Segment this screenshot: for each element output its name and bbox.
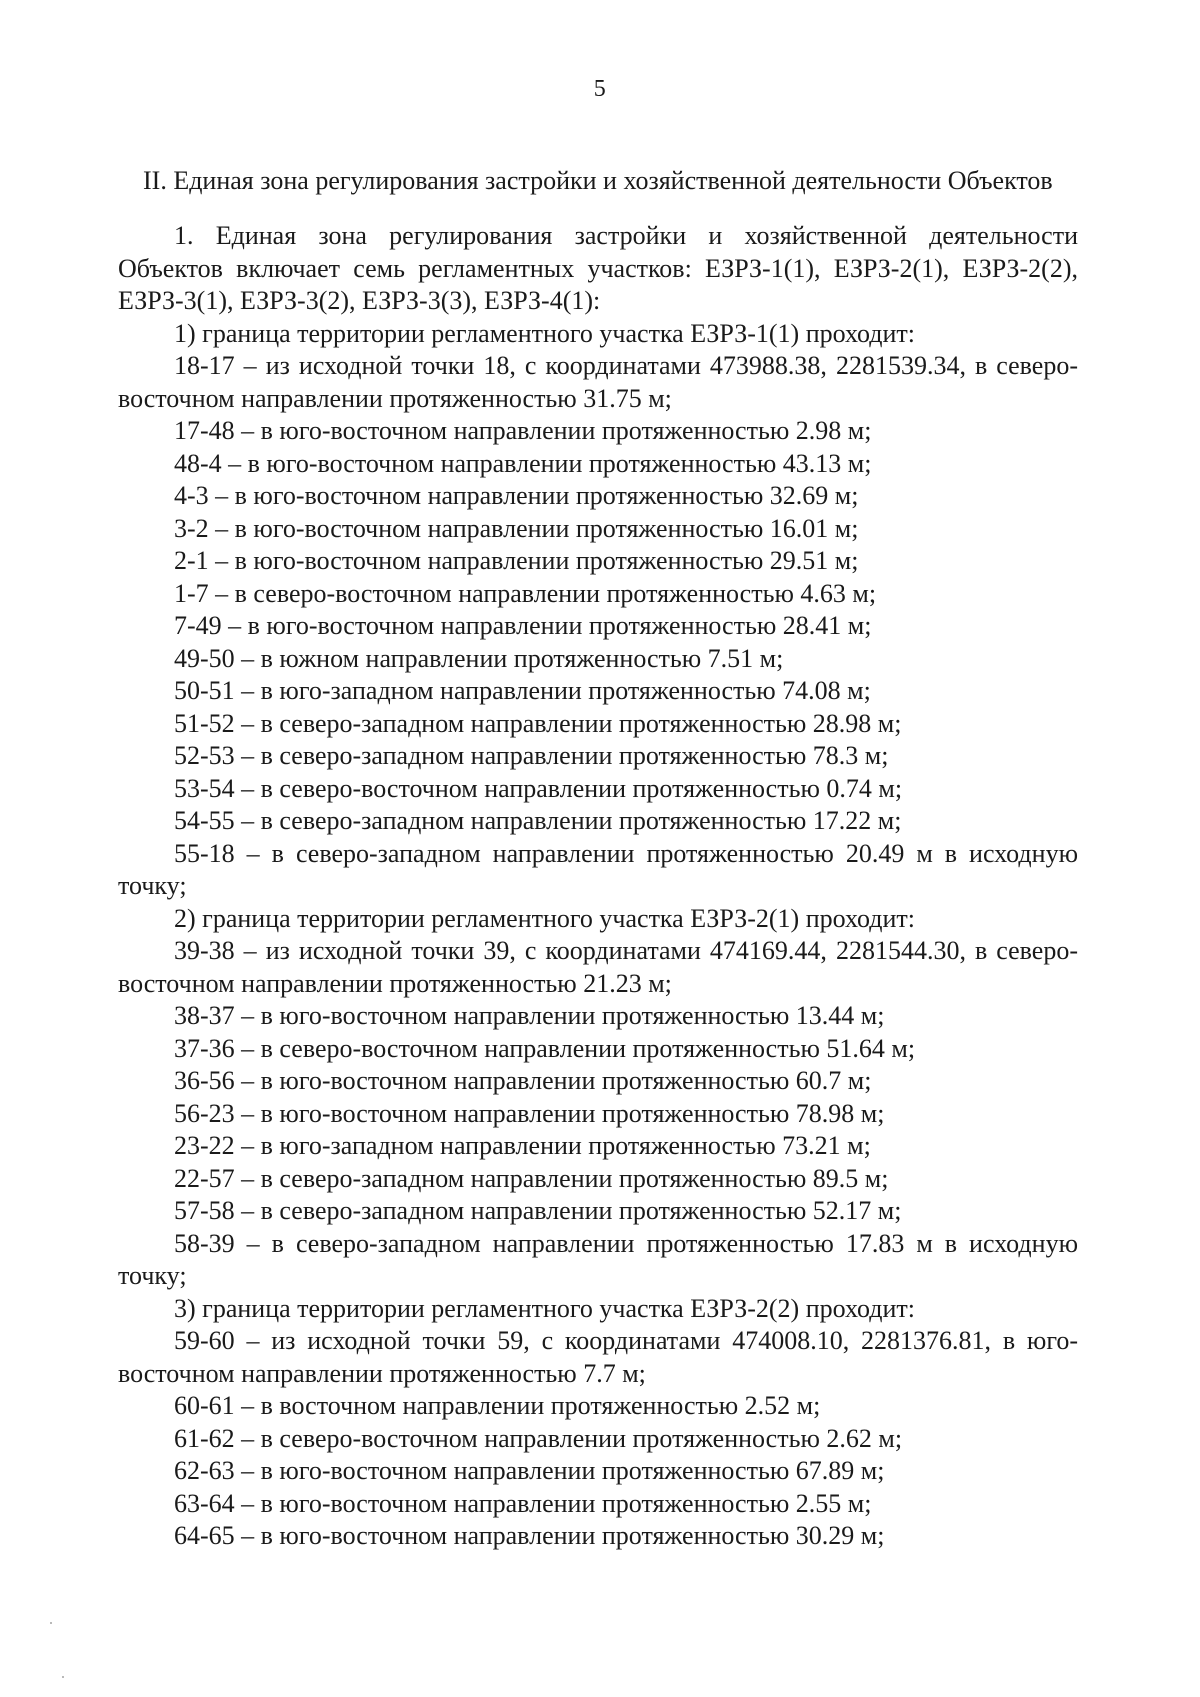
section-3-items	[118, 1390, 1078, 1553]
page-number: 5	[593, 76, 607, 102]
boundary-segment-item: 48-4 – в юго-восточном направлении протяженностью 43.13 м;	[174, 448, 872, 478]
boundary-segment-item: 63-64 – в юго-восточном направлении протяженностью 2.55 м;	[174, 1488, 872, 1518]
boundary-segment-item: 1-7 – в северо-восточном направлении протяженностью 4.63 м;	[174, 578, 877, 608]
section-2-first-line-1: 39-38 – из исходной точки 39, с координатами 474169.44, 2281544.30, в северо-	[174, 936, 1078, 965]
intro-paragraph	[118, 220, 1078, 318]
intro-line-2: Объектов включает семь регламентных участков: ЕЗРЗ-1(1), ЕЗРЗ-2(1), ЕЗРЗ-2(2),	[118, 253, 1078, 283]
boundary-segment-item: 60-61 – в восточном направлении протяженностью 2.52 м;	[174, 1391, 821, 1420]
boundary-segment-item: 17-48 – в юго-восточном направлении протяженностью 2.98 м;	[174, 416, 872, 445]
boundary-segment-item: 52-53 – в северо-западном направлении протяженностью 78.3 м;	[174, 741, 889, 770]
section-2-heading: 2) граница территории регламентного участка ЕЗРЗ-2(1) проходит:	[174, 903, 915, 933]
section-3	[118, 1293, 1078, 1553]
boundary-segment-item: 7-49 – в юго-восточном направлении протяженностью 28.41 м;	[174, 611, 872, 640]
section-1-heading: 1) граница территории регламентного участка ЕЗРЗ-1(1) проходит:	[174, 318, 915, 348]
section-1-last-line-1: 55-18 – в северо-западном направлении протяженностью 20.49 м в исходную	[174, 838, 1078, 868]
section-3-heading: 3) граница территории регламентного участка ЕЗРЗ-2(2) проходит:	[174, 1293, 915, 1323]
section-2	[118, 903, 1078, 1293]
boundary-segment-item: 38-37 – в юго-восточном направлении протяженностью 13.44 м;	[174, 1001, 885, 1030]
scan-speck	[62, 1676, 64, 1678]
document-body	[118, 220, 1078, 1553]
boundary-segment-item: 53-54 – в северо-восточном направлении протяженностью 0.74 м;	[174, 773, 903, 803]
boundary-segment-item: 56-23 – в юго-восточном направлении протяженностью 78.98 м;	[174, 1098, 885, 1128]
section-title: II. Единая зона регулирования застройки и хозяйственной деятельности Объектов	[143, 166, 1053, 195]
boundary-segment-item: 2-1 – в юго-восточном направлении протяженностью 29.51 м;	[174, 546, 859, 575]
boundary-segment-item: 57-58 – в северо-западном направлении протяженностью 52.17 м;	[174, 1196, 902, 1225]
section-1	[118, 318, 1078, 903]
section-2-first-line-2: восточном направлении протяженностью 21.23 м;	[118, 968, 672, 998]
boundary-segment-item: 61-62 – в северо-восточном направлении протяженностью 2.62 м;	[174, 1423, 903, 1453]
boundary-segment-item: 54-55 – в северо-западном направлении протяженностью 17.22 м;	[174, 806, 902, 835]
boundary-segment-item: 22-57 – в северо-западном направлении протяженностью 89.5 м;	[174, 1163, 889, 1193]
boundary-segment-item: 51-52 – в северо-западном направлении протяженностью 28.98 м;	[174, 708, 902, 738]
boundary-segment-item: 37-36 – в северо-восточном направлении протяженностью 51.64 м;	[174, 1033, 916, 1063]
boundary-segment-item: 23-22 – в юго-западном направлении протяженностью 73.21 м;	[174, 1131, 871, 1160]
section-1-first-line-1: 18-17 – из исходной точки 18, с координатами 473988.38, 2281539.34, в северо-	[174, 351, 1078, 380]
section-1-first-line-2: восточном направлении протяженностью 31.75 м;	[118, 383, 672, 413]
boundary-segment-item: 36-56 – в юго-восточном направлении протяженностью 60.7 м;	[174, 1066, 872, 1095]
boundary-segment-item: 4-3 – в юго-восточном направлении протяженностью 32.69 м;	[174, 481, 859, 510]
intro-line-3: ЕЗРЗ-3(1), ЕЗРЗ-3(2), ЕЗРЗ-3(3), ЕЗРЗ-4(1):	[118, 286, 601, 315]
section-3-first-line-2: восточном направлении протяженностью 7.7 м;	[118, 1358, 646, 1388]
scan-speck	[50, 1622, 52, 1624]
section-2-last-line-1: 58-39 – в северо-западном направлении протяженностью 17.83 м в исходную	[174, 1228, 1078, 1258]
intro-line-1: 1. Единая зона регулирования застройки и хозяйственной деятельности	[174, 221, 1078, 250]
section-2-last-line-2: точку;	[118, 1261, 187, 1290]
section-2-items	[118, 1000, 1078, 1228]
section-3-first-line-1: 59-60 – из исходной точки 59, с координатами 474008.10, 2281376.81, в юго-	[174, 1326, 1078, 1355]
boundary-segment-item: 50-51 – в юго-западном направлении протяженностью 74.08 м;	[174, 676, 871, 705]
boundary-segment-item: 62-63 – в юго-восточном направлении протяженностью 67.89 м;	[174, 1456, 885, 1485]
section-1-last-line-2: точку;	[118, 871, 187, 900]
boundary-segment-item: 3-2 – в юго-восточном направлении протяженностью 16.01 м;	[174, 513, 859, 543]
boundary-segment-item: 64-65 – в юго-восточном направлении протяженностью 30.29 м;	[174, 1521, 885, 1550]
section-1-items	[118, 415, 1078, 838]
boundary-segment-item: 49-50 – в южном направлении протяженностью 7.51 м;	[174, 643, 784, 673]
